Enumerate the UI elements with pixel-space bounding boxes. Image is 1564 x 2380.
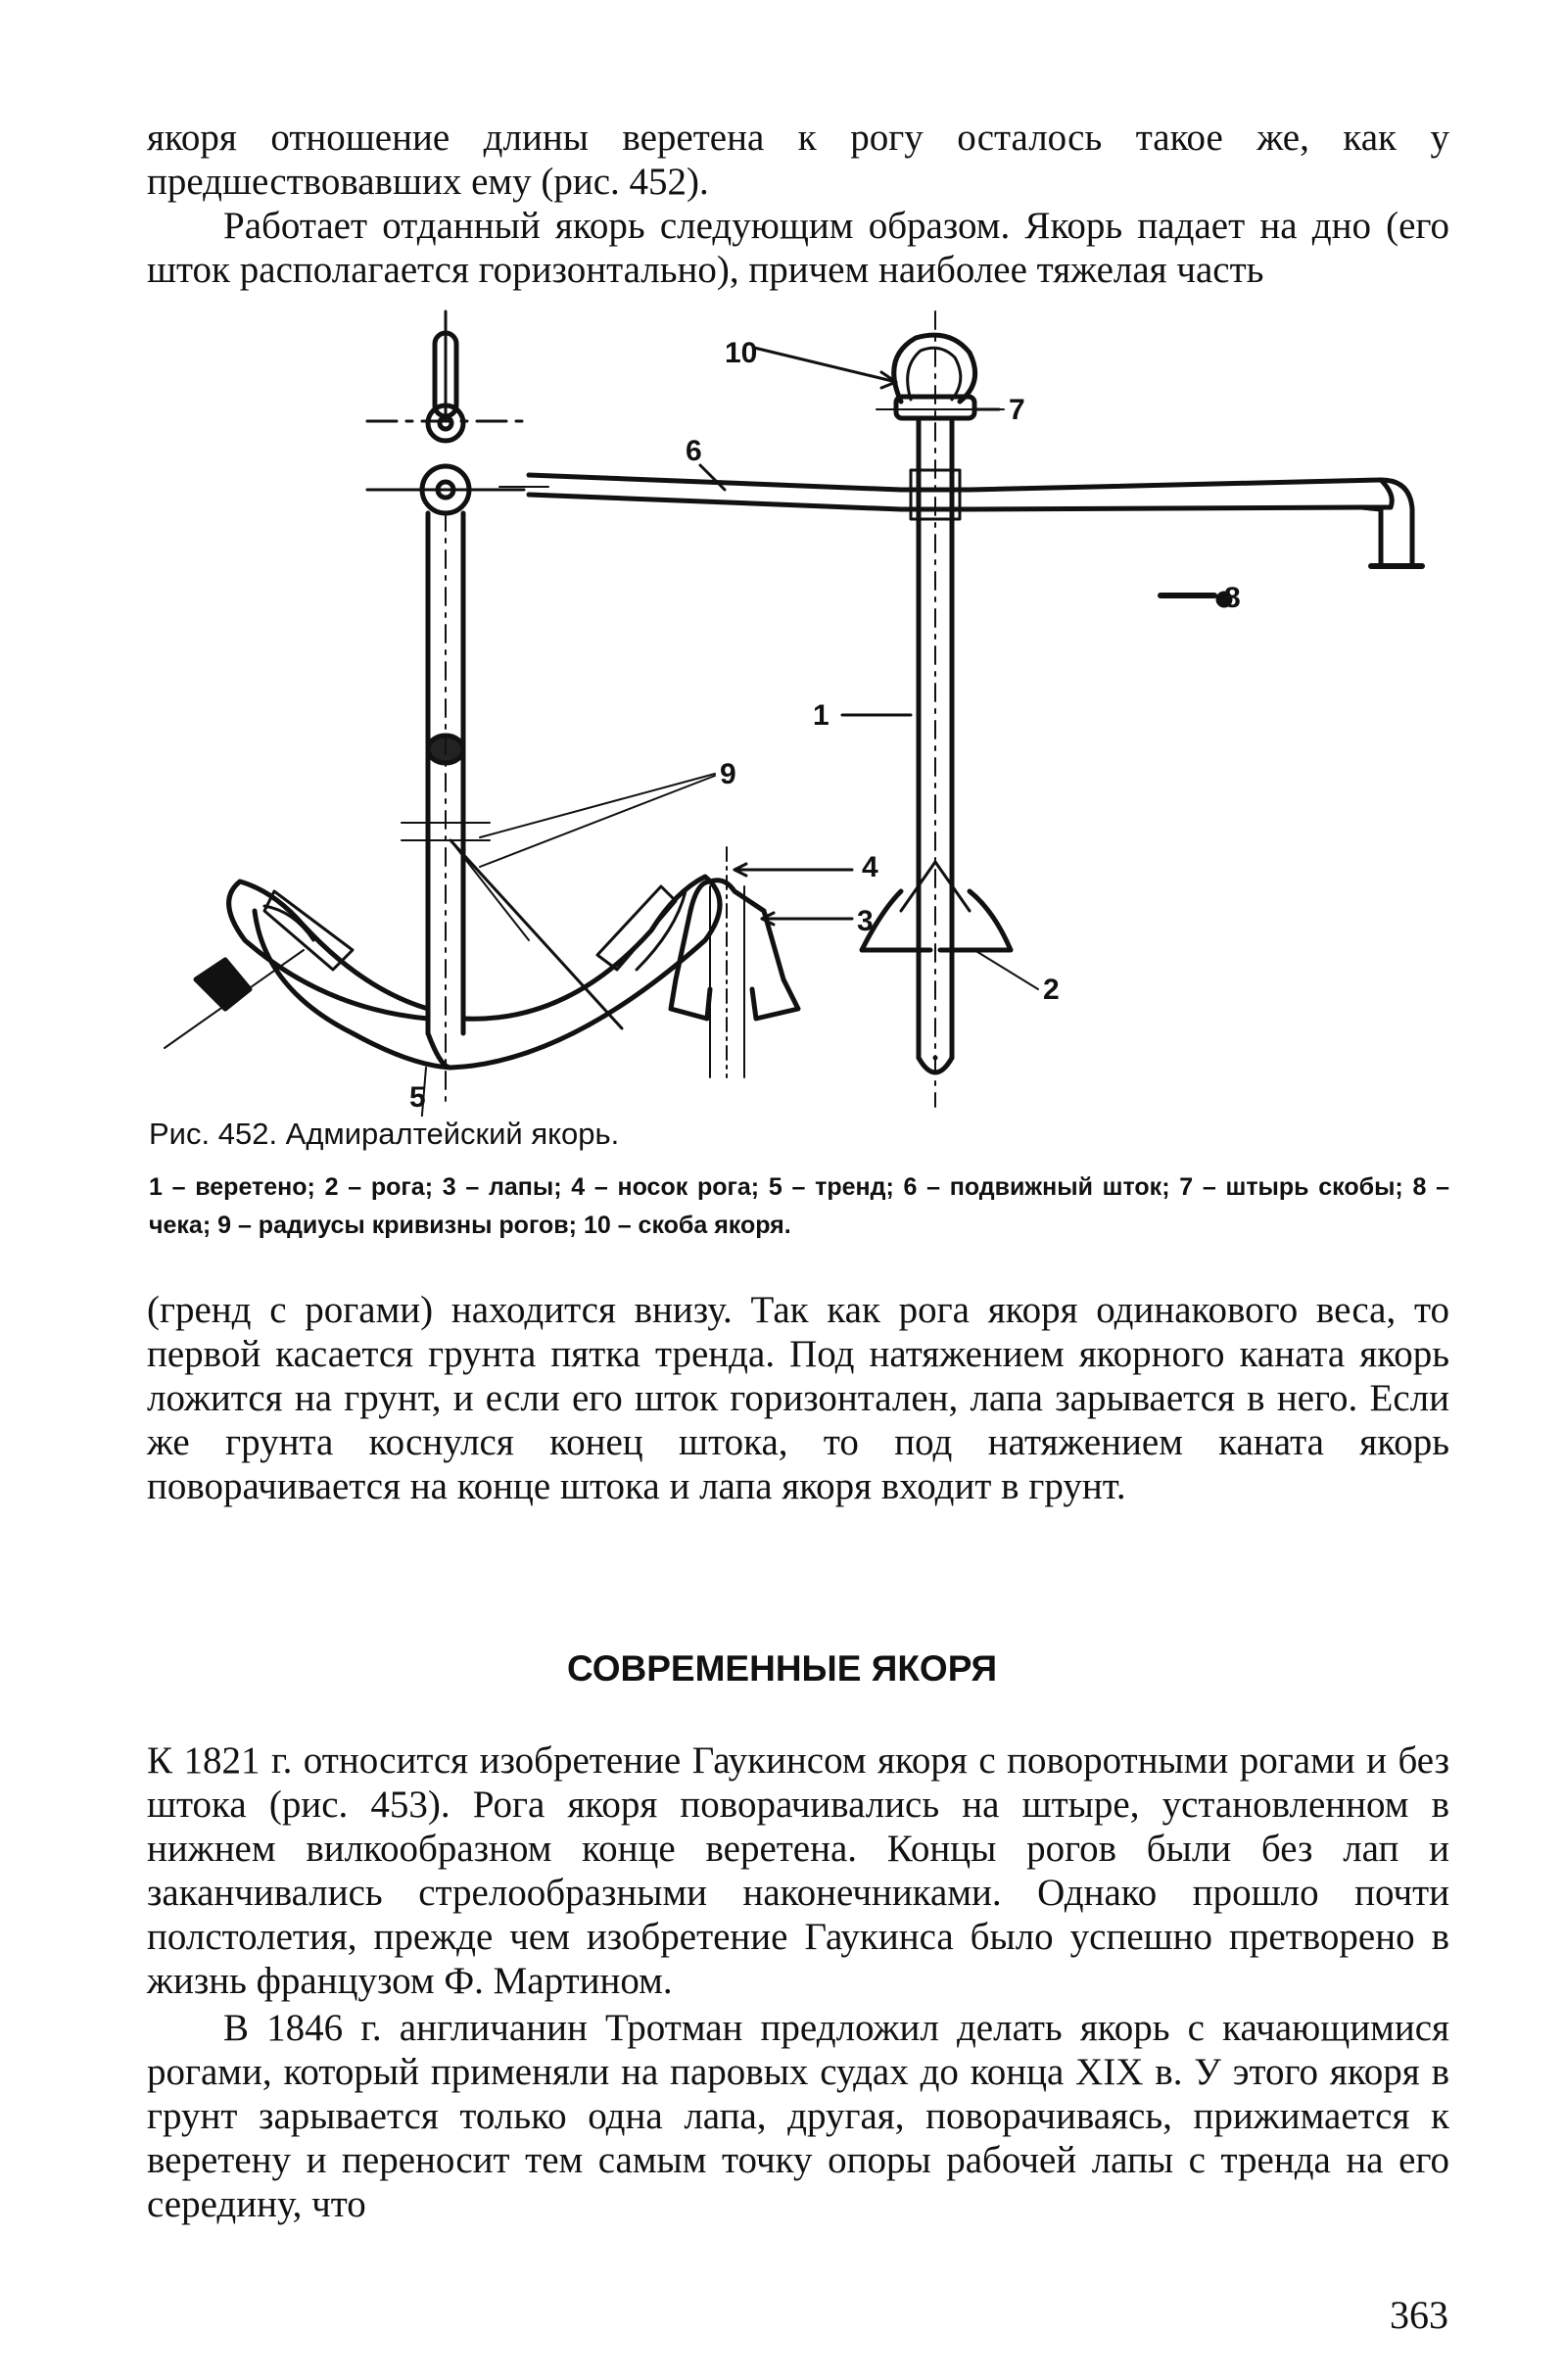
label-9: 9	[720, 758, 736, 790]
admiralty-anchor-figure	[157, 304, 1440, 1117]
label-1: 1	[813, 699, 829, 732]
figure-caption-legend: 1 – веретено; 2 – рога; 3 – лапы; 4 – носок рога; 5 – тренд; 6 – подвижный шток; 7 – штырь скобы; 8 – чека; 9 – радиусы кривизны рогов; 10 – скоба якоря.	[149, 1173, 1449, 1239]
label-3: 3	[857, 905, 874, 937]
label-4: 4	[862, 851, 878, 883]
anchor-front-view	[499, 311, 1422, 1107]
figure-caption-title: Рис. 452. Адмиралтейский якорь.	[149, 1117, 620, 1151]
label-6: 6	[686, 435, 702, 467]
fluke-bill	[196, 960, 250, 1009]
section-heading: СОВРЕМЕННЫЕ ЯКОРЯ	[566, 1648, 998, 1689]
label-5: 5	[409, 1081, 426, 1114]
paragraph-anchor-operation: Работает отданный якорь следующим образом. Якорь падает на дно (его шток располагается горизонтально), причем наиболее тяжелая часть	[147, 205, 1449, 291]
paragraph-trotman-anchor: В 1846 г. англичанин Тротман предложил делать якорь с качающимися рогами, который применяли на паровых судах до конца XIX в. У этого якоря в грунт зарывается только одна лапа, другая, поворачиваясь, прижимается к веретену и переносит тем самым точку опоры рабочей лапы с тренда на его середину, что	[147, 2007, 1449, 2225]
label-2: 2	[1043, 974, 1060, 1006]
left-arm	[229, 881, 428, 1019]
label-8: 8	[1224, 582, 1241, 614]
page-number: 363	[1390, 2293, 1448, 2337]
paragraph-continuation: якоря отношение длины веретена к рогу осталось такое же, как у предшествовавших ему (рис. 452).	[147, 117, 1449, 203]
paragraph-anchor-behavior: (гренд с рогами) находится внизу. Так как рога якоря одинакового веса, то первой касается грунта пятка тренда. Под натяжением якорного каната якорь ложится на грунт, и если его шток горизонтален, лапа зарывается в него. Если же грунта коснулся конец штока, то под натяжением каната якорь поворачивается на конце штока и лапа якоря входит в грунт.	[147, 1289, 1449, 1507]
label-10: 10	[725, 337, 758, 369]
anchor-side-view	[165, 311, 720, 1117]
label-7: 7	[1009, 394, 1025, 426]
paragraph-hawkins-anchor: К 1821 г. относится изобретение Гаукинсом якоря с поворотными рогами и без штока (рис. 453). Рога якоря поворачивались на штыре, установленном в нижнем вилкообразном конце веретена. Концы рогов были без лап и заканчивались стрелообразными наконечниками. Однако прошло почти полстолетия, прежде чем изобретение Гаукинса было успешно претворено в жизнь французом Ф. Мартином.	[147, 1739, 1449, 2002]
